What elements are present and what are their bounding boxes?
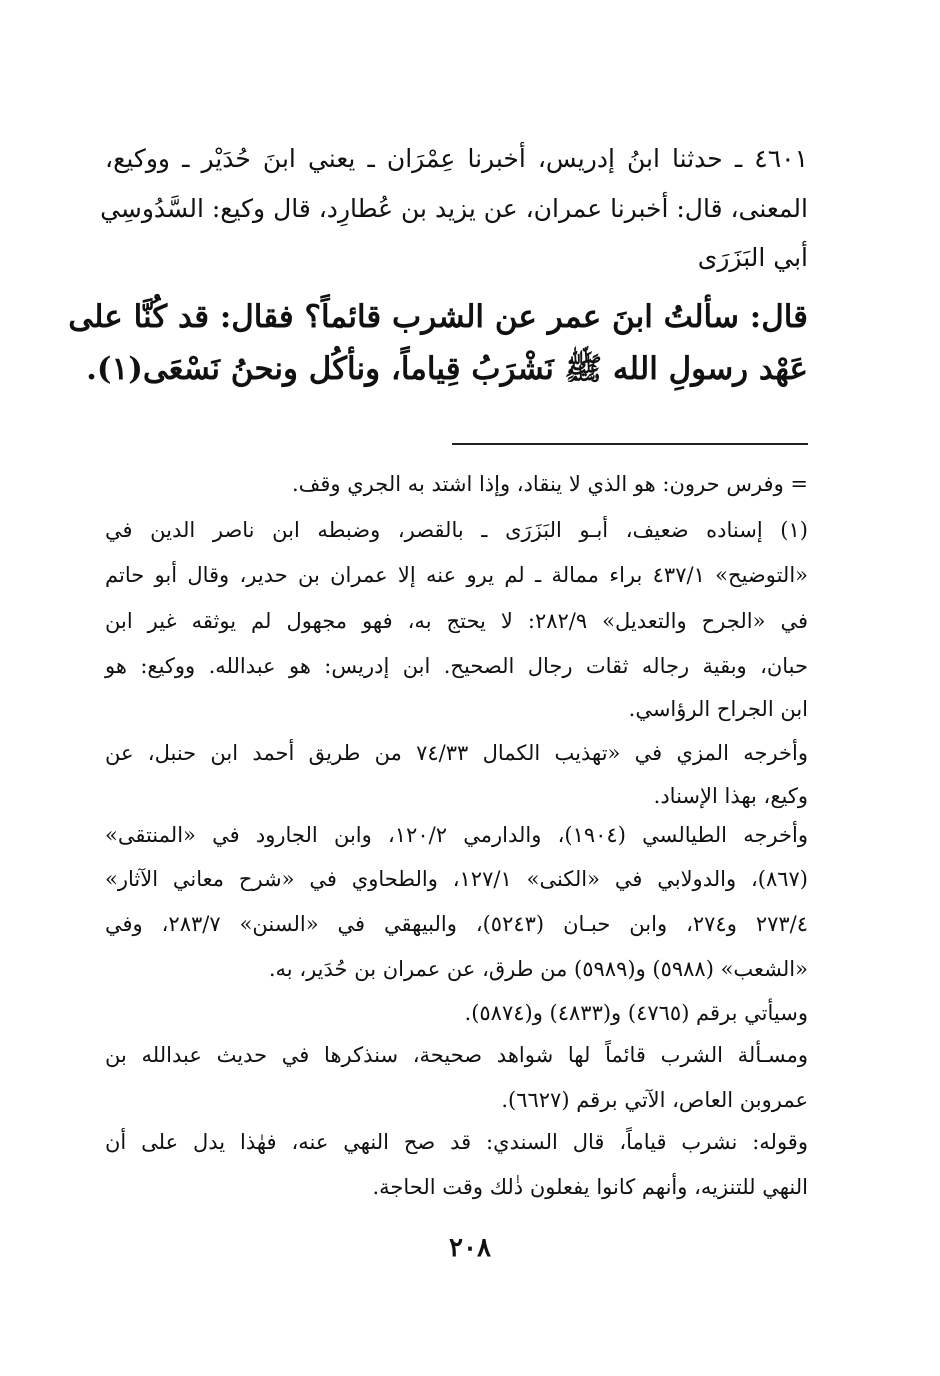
footnote-line: (٨٦٧)، والدولابي في «الكنى» ١٢٧/١، والطحاوي في «شرح معاني الآثار» [105,867,808,891]
footnote-divider [452,443,808,445]
page-number: ٢٠٨ [449,1233,491,1263]
footnote-line: وأخرجه المزي في «تهذيب الكمال ٧٤/٣٣ من طريق أحمد ابن حنبل، عن [105,741,808,765]
footnote-line: وقوله: نشرب قياماً، قال السندي: قد صح النهي عنه، فهٰذا يدل على أن [105,1130,808,1154]
footnote-line: (١) إسناده ضعيف، أبـو البَزَرَى ـ بالقصر، وضبطه ابن ناصر الدين في [105,518,808,542]
hadith-isnad-line-3: أبي البَزَرَى [697,243,808,272]
footnote-line: ومسـألة الشرب قائماً لها شواهد صحيحة، سنذكرها في حديث عبدالله بن [105,1043,808,1067]
footnote-line: في «الجرح والتعديل» ٢٨٢/٩: لا يحتج به، فهو مجهول لم يوثقه غير ابن [105,609,809,633]
footnote-line: وأخرجه الطيالسي (١٩٠٤)، والدارمي ١٢٠/٢، وابن الجارود في «المنتقى» [105,823,808,847]
footnote-line: وكيع، بهذا الإسناد. [653,784,808,808]
footnote-line: النهي للتنزيه، وأنهم كانوا يفعلون ذٰلك وقت الحاجة. [372,1175,808,1199]
footnote-line: «الشعب» (٥٩٨٨) و(٥٩٨٩) من طرق، عن عمران بن حُدَير، به. [268,957,808,981]
hadith-matn-line-1: قال: سألتُ ابنَ عمر عن الشرب قائماً؟ فقال: قد كُنَّا على [68,299,808,335]
hadith-isnad-line-1: ٤٦٠١ ـ حدثنا ابنُ إدريس، أخبرنا عِمْرَان ـ يعني ابنَ حُدَيْر ـ ووكيع، [105,144,808,173]
footnote-line: حبان، وبقية رجاله ثقات رجال الصحيح. ابن إدريس: هو عبدالله. ووكيع: هو [105,654,808,678]
footnote-line: عمروبن العاص، الآتي برقم (٦٦٢٧). [501,1088,808,1112]
footnote-line: وسيأتي برقم (٤٧٦٥) و(٤٨٣٣) و(٥٨٧٤). [464,1001,808,1025]
footnote-line: «التوضيح» ٤٣٧/١ براء ممالة ـ لم يرو عنه إلا عمران بن حدير، وقال أبو حاتم [105,563,808,587]
footnote-line: ٢٧٣/٤ و٢٧٤، وابن حبـان (٥٢٤٣)، والبيهقي في «السنن» ٢٨٣/٧، وفي [105,912,809,936]
footnote-line: ابن الجراح الرؤاسي. [628,697,808,721]
hadith-matn-line-2: عَهْد رسولِ الله ﷺ نَشْرَبُ قِياماً، ونأكُل ونحنُ نَسْعَى(١). [86,351,808,387]
hadith-isnad-line-2: المعنى، قال: أخبرنا عمران، عن يزيد بن عُطارِد، قال وكيع: السَّدُوسِي [100,194,808,223]
footnote-line: = وفرس حرون: هو الذي لا ينقاد، وإذا اشتد به الجري وقف. [291,472,808,496]
